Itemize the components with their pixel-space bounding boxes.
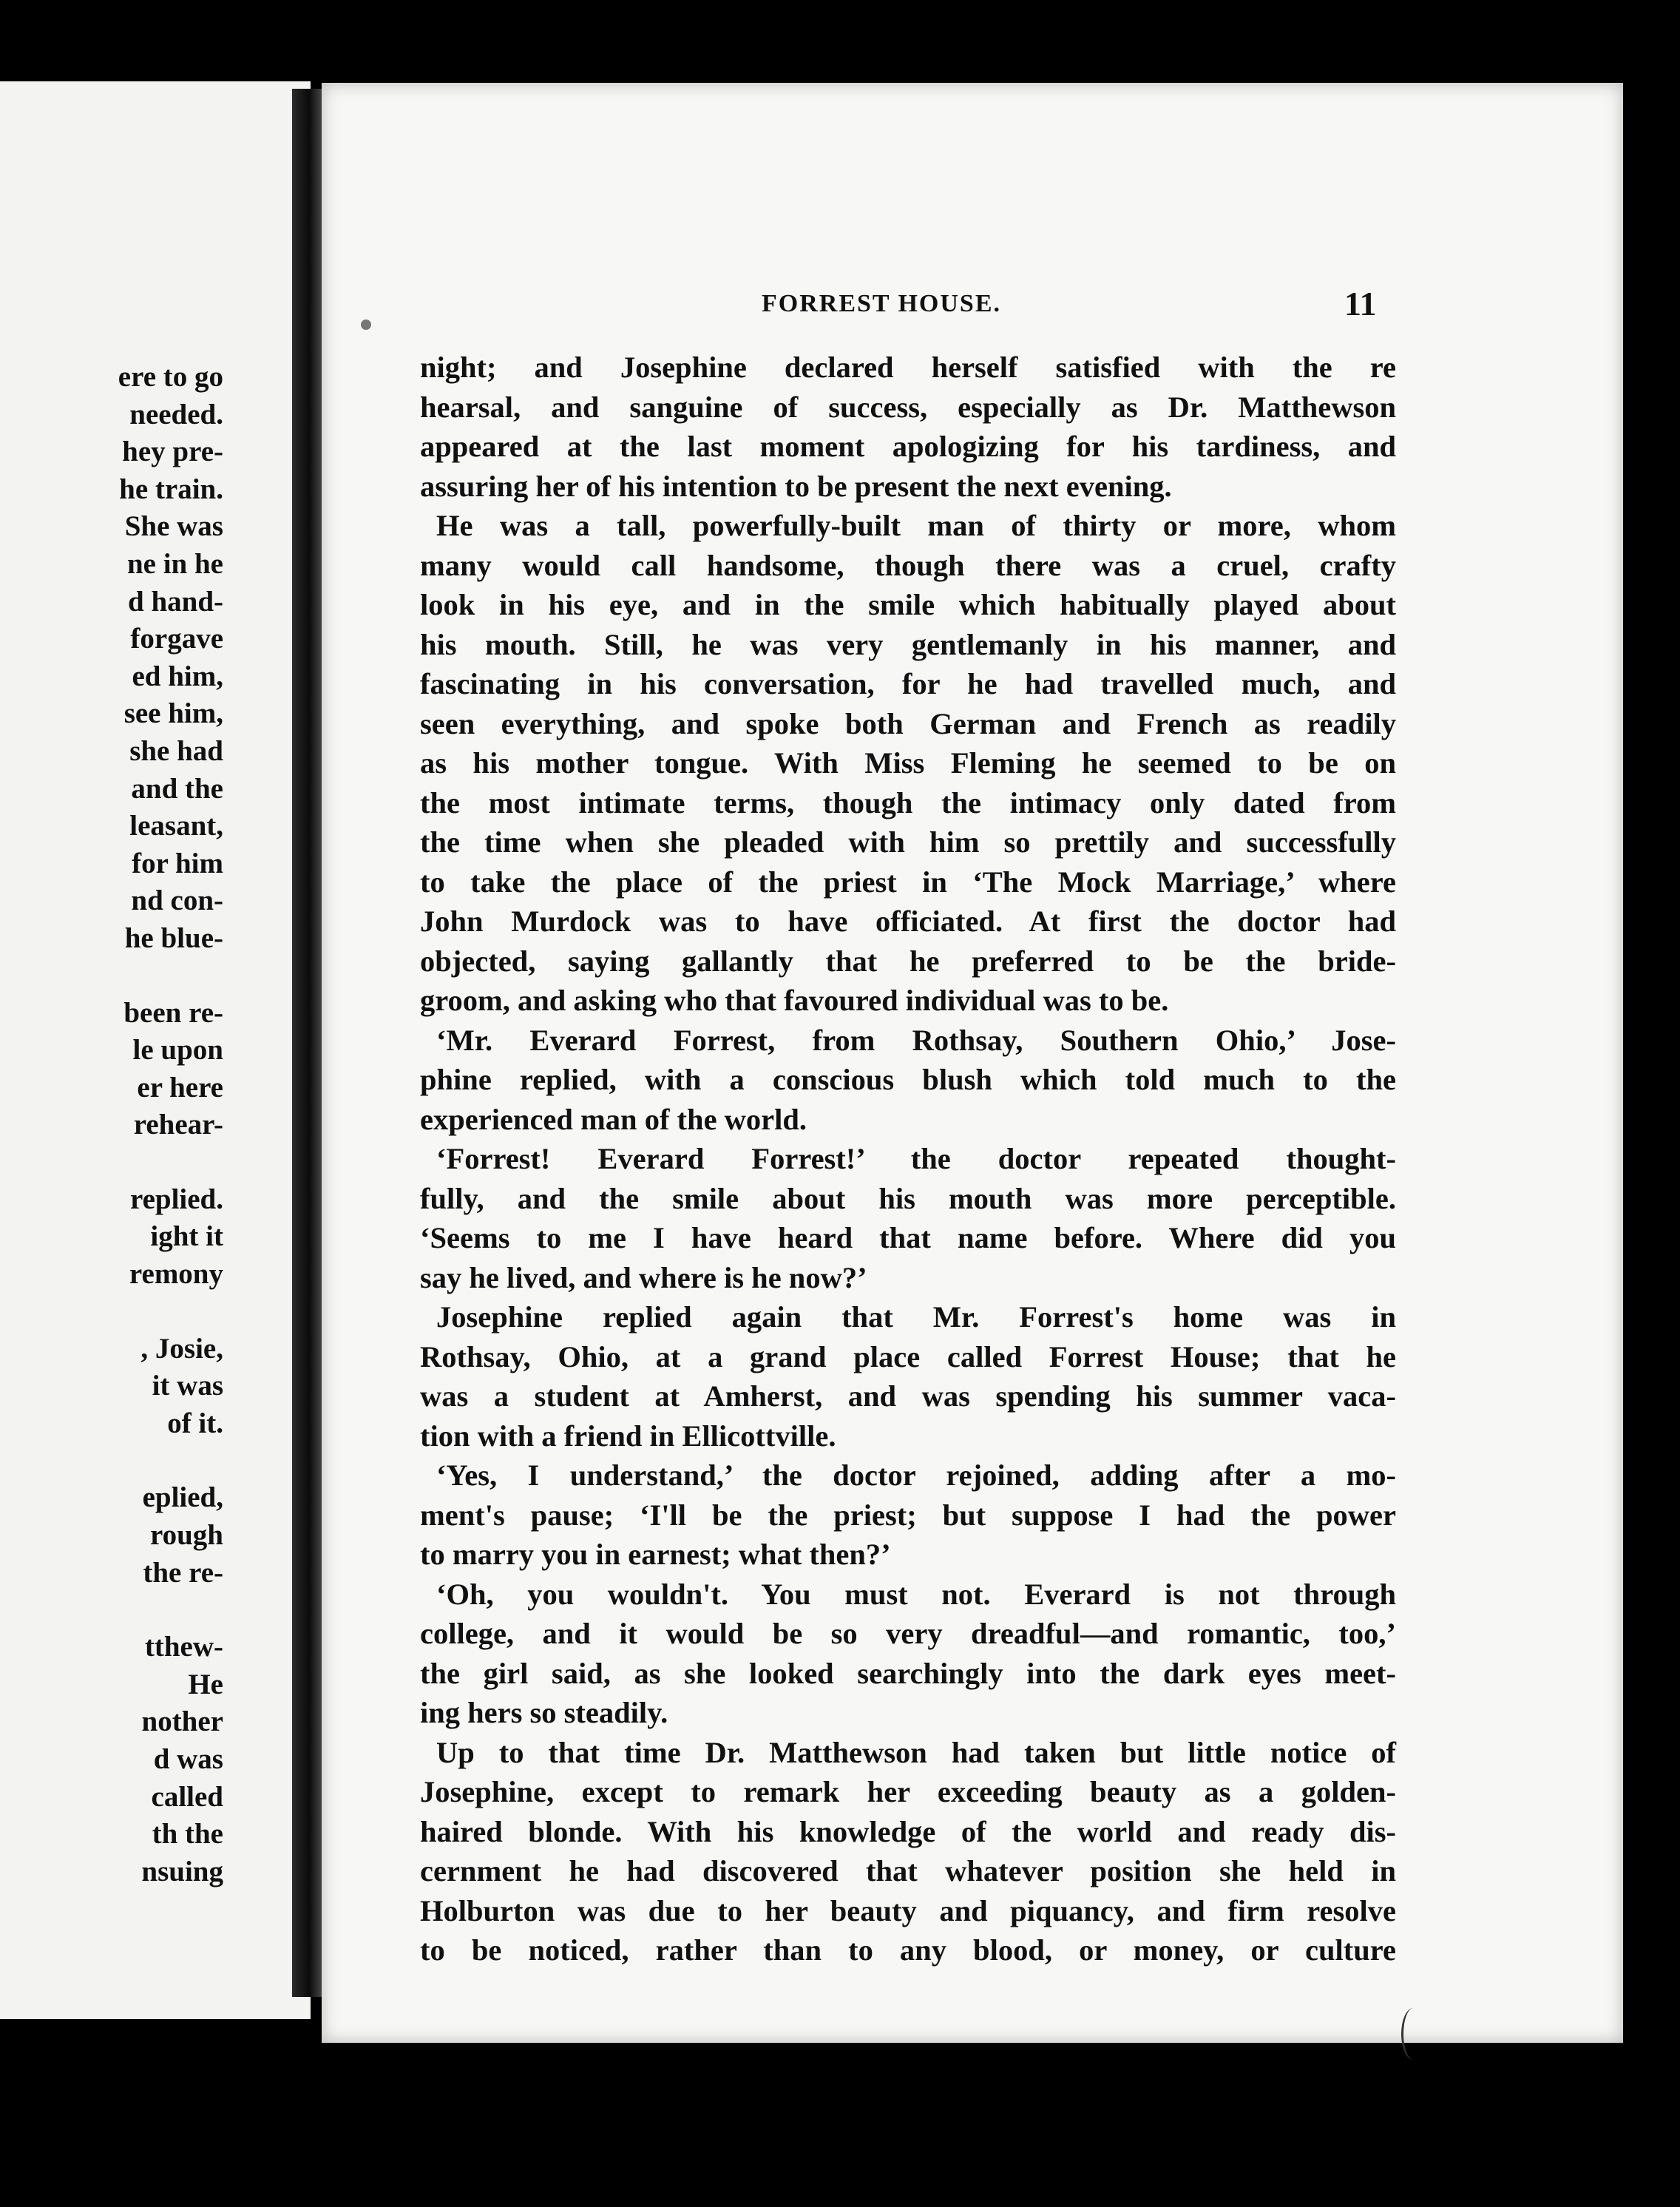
text-line: experienced man of the world. (420, 1102, 807, 1136)
facing-page-line: of it. (167, 1407, 223, 1439)
facing-page-line: ere to go (118, 361, 223, 393)
text-line: seen everything, and spoke both German and French as readily (420, 706, 1396, 740)
text-line: hearsal, and sanguine of success, especially as Dr. Matthewson (420, 390, 1396, 424)
facing-page-line: rough (150, 1519, 223, 1552)
text-line: look in his eye, and in the smile which habitually played about (420, 588, 1396, 621)
facing-page-line: called (151, 1780, 223, 1813)
text-line: ‘Mr. Everard Forrest, from Rothsay, Southern Ohio,’ Jose- (436, 1023, 1396, 1057)
text-line: as his mother tongue. With Miss Fleming he seemed to be on (420, 746, 1396, 780)
facing-page-line: nother (141, 1706, 223, 1738)
facing-page-line: , Josie, (140, 1332, 223, 1365)
text-line: Josephine, except to remark her exceeding beauty as a golden- (420, 1775, 1396, 1808)
text-line: Up to that time Dr. Matthewson had taken but little notice of (436, 1735, 1396, 1769)
facing-page-line: forgave (130, 623, 223, 655)
text-line: many would call handsome, though there was a cruel, crafty (420, 548, 1396, 582)
text-line: ment's pause; ‘I'll be the priest; but suppose I had the power (420, 1498, 1396, 1532)
text-line: the time when she pleaded with him so prettily and successfully (420, 825, 1396, 859)
facing-page-line (1, 1592, 223, 1629)
text-line: ing hers so steadily. (420, 1696, 668, 1729)
facing-page-line: rehear- (133, 1109, 223, 1141)
text-line: ‘Seems to me I have heard that name before. Where did you (420, 1221, 1396, 1254)
facing-page-line: ed him, (132, 660, 223, 692)
text-line: the girl said, as she looked searchingly into the dark eyes meet- (420, 1656, 1396, 1690)
text-line: groom, and asking who that favoured individual was to be. (420, 984, 1169, 1017)
facing-page-line: d was (153, 1743, 223, 1775)
stray-pen-mark (1401, 2008, 1426, 2060)
facing-page-line: le upon (132, 1034, 223, 1067)
facing-page-line: nsuing (141, 1855, 223, 1887)
facing-page-line: ne in he (126, 547, 223, 580)
facing-page-line: He (188, 1668, 223, 1700)
facing-page-line: she had (129, 734, 223, 767)
text-line: Rothsay, Ohio, at a grand place called Forrest House; that he (420, 1339, 1396, 1373)
text-line: appeared at the last moment apologizing for his tardiness, and (420, 430, 1396, 463)
text-line: John Murdock was to have officiated. At first the doctor had (420, 905, 1396, 938)
facing-page-line: and the (131, 772, 223, 805)
text-line: fascinating in his conversation, for he had travelled much, and (420, 667, 1396, 700)
facing-page-line: been re- (123, 996, 223, 1029)
text-line: assuring her of his intention to be present the next evening. (420, 469, 1172, 503)
page-number: 11 (1344, 285, 1377, 322)
facing-page-line: it was (152, 1370, 223, 1402)
text-line: was a student at Amherst, and was spending his summer vaca- (420, 1379, 1396, 1413)
text-line: to take the place of the priest in ‘The Mock Marriage,’ where (420, 865, 1396, 899)
facing-page-line: nd con- (131, 885, 223, 917)
text-line: ‘Forrest! Everard Forrest!’ the doctor repeated thought- (436, 1142, 1396, 1175)
text-line: night; and Josephine declared herself satisfied with the re (420, 351, 1396, 384)
text-line: Josephine replied again that Mr. Forrest's home was in (436, 1300, 1396, 1334)
text-line: Holburton was due to her beauty and piquancy, and firm resolve (420, 1893, 1396, 1927)
text-line: ‘Oh, you wouldn't. You must not. Everard is not through (436, 1577, 1396, 1611)
text-line: say he lived, and where is he now?’ (420, 1260, 867, 1294)
facing-page-line: for him (132, 847, 223, 879)
facing-page-line: She was (124, 510, 223, 543)
facing-page-line: replied. (129, 1183, 223, 1215)
book-gutter (292, 89, 323, 1997)
facing-page-line: leasant, (129, 810, 223, 842)
facing-page-line: he train. (119, 473, 223, 505)
text-line: haired blonde. With his knowledge of the world and ready dis- (420, 1814, 1396, 1848)
facing-page-line (1, 1144, 223, 1181)
facing-page-line: see him, (123, 697, 223, 730)
facing-page-line: tthew- (144, 1631, 223, 1663)
scan-speck (361, 320, 371, 330)
text-line: college, and it would be so very dreadful—and romantic, too,’ (420, 1617, 1396, 1650)
text-line: to be noticed, rather than to any blood, or money, or culture (420, 1933, 1396, 1967)
facing-page-line: needed. (129, 398, 223, 430)
facing-page-line: hey pre- (122, 436, 223, 468)
text-line: tion with a friend in Ellicottville. (420, 1419, 836, 1453)
facing-page-line: the re- (143, 1556, 223, 1589)
text-line: He was a tall, powerfully-built man of thirty or more, whom (436, 509, 1396, 542)
facing-page-line: er here (137, 1071, 223, 1104)
facing-page-line: ight it (150, 1220, 223, 1253)
text-line: phine replied, with a conscious blush which told much to the (420, 1063, 1396, 1096)
facing-page-line: remony (129, 1258, 223, 1291)
facing-page-line (1, 1442, 223, 1479)
text-line: objected, saying gallantly that he preferred to be the bride- (420, 944, 1396, 978)
text-line: cernment he had discovered that whatever position she held in (420, 1854, 1396, 1887)
facing-page-line: eplied, (142, 1481, 223, 1514)
text-line: fully, and the smile about his mouth was more perceptible. (420, 1181, 1396, 1215)
text-line: ‘Yes, I understand,’ the doctor rejoined, adding after a mo- (436, 1459, 1396, 1492)
text-line: to marry you in earnest; what then?’ (420, 1538, 891, 1571)
running-head: FORREST HOUSE. (762, 290, 1002, 317)
facing-page-line: he blue- (124, 922, 223, 954)
text-line: his mouth. Still, he was very gentlemanly in his manner, and (420, 627, 1396, 661)
facing-page-line (1, 958, 223, 995)
facing-page-left (0, 81, 311, 2019)
page-body-text (420, 348, 1396, 1970)
facing-page-text (1, 359, 223, 1890)
text-line: the most intimate terms, though the intimacy only dated from (420, 785, 1396, 819)
facing-page-line (1, 1294, 223, 1331)
facing-page-line: th the (152, 1818, 223, 1851)
facing-page-line: d hand- (128, 585, 223, 618)
